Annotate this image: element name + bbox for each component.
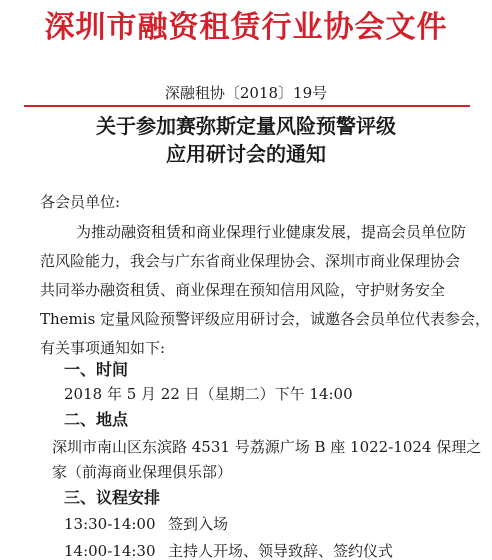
section-place-line-1: 深圳市南山区东滨路 4531 号荔源广场 B 座 1022-1024 保理之 — [52, 438, 482, 456]
notice-title-line-2: 应用研讨会的通知 — [166, 142, 326, 166]
agenda-item-time: 13:30-14:00 — [64, 515, 156, 533]
paragraph-line-2: 范风险能力，我会与广东省商业保理协会、深圳市商业保理协会 — [40, 252, 461, 270]
agenda-item-desc: 主持人开场、领导致辞、签约仪式 — [168, 542, 394, 560]
section-time-value: 2018 年 5 月 22 日（星期二）下午 14:00 — [64, 385, 353, 403]
paragraph-line-1: 为推动融资租赁和商业保理行业健康发展，提高会员单位防 — [76, 223, 467, 241]
section-place-line-2: 家（前海商业保理俱乐部） — [52, 463, 233, 481]
salutation: 各会员单位: — [40, 193, 121, 211]
paragraph-line-4: Themis 定量风险预警评级应用研讨会，诚邀各会员单位代表参会， — [40, 310, 491, 328]
notice-title-line-1: 关于参加赛弥斯定量风险预警评级 — [96, 114, 396, 138]
agenda-item-time: 14:00-14:30 — [64, 542, 156, 560]
red-divider-line — [24, 105, 470, 107]
section-agenda-heading: 三、议程安排 — [64, 488, 161, 507]
section-time-heading: 一、时间 — [64, 360, 129, 379]
paragraph-line-5: 有关事项通知如下: — [40, 339, 166, 357]
org-masthead-title: 深圳市融资租赁行业协会文件 — [44, 10, 448, 45]
paragraph-line-3: 共同举办融资租赁、商业保理在预知信用风险，守护财务安全 — [40, 281, 446, 299]
document-number: 深融租协〔2018〕19号 — [164, 84, 328, 102]
notice-title — [0, 112, 492, 168]
agenda-item — [64, 514, 228, 534]
agenda-item-desc: 签到入场 — [168, 515, 229, 533]
agenda-item — [64, 541, 393, 560]
section-place-heading: 二、地点 — [64, 410, 129, 429]
